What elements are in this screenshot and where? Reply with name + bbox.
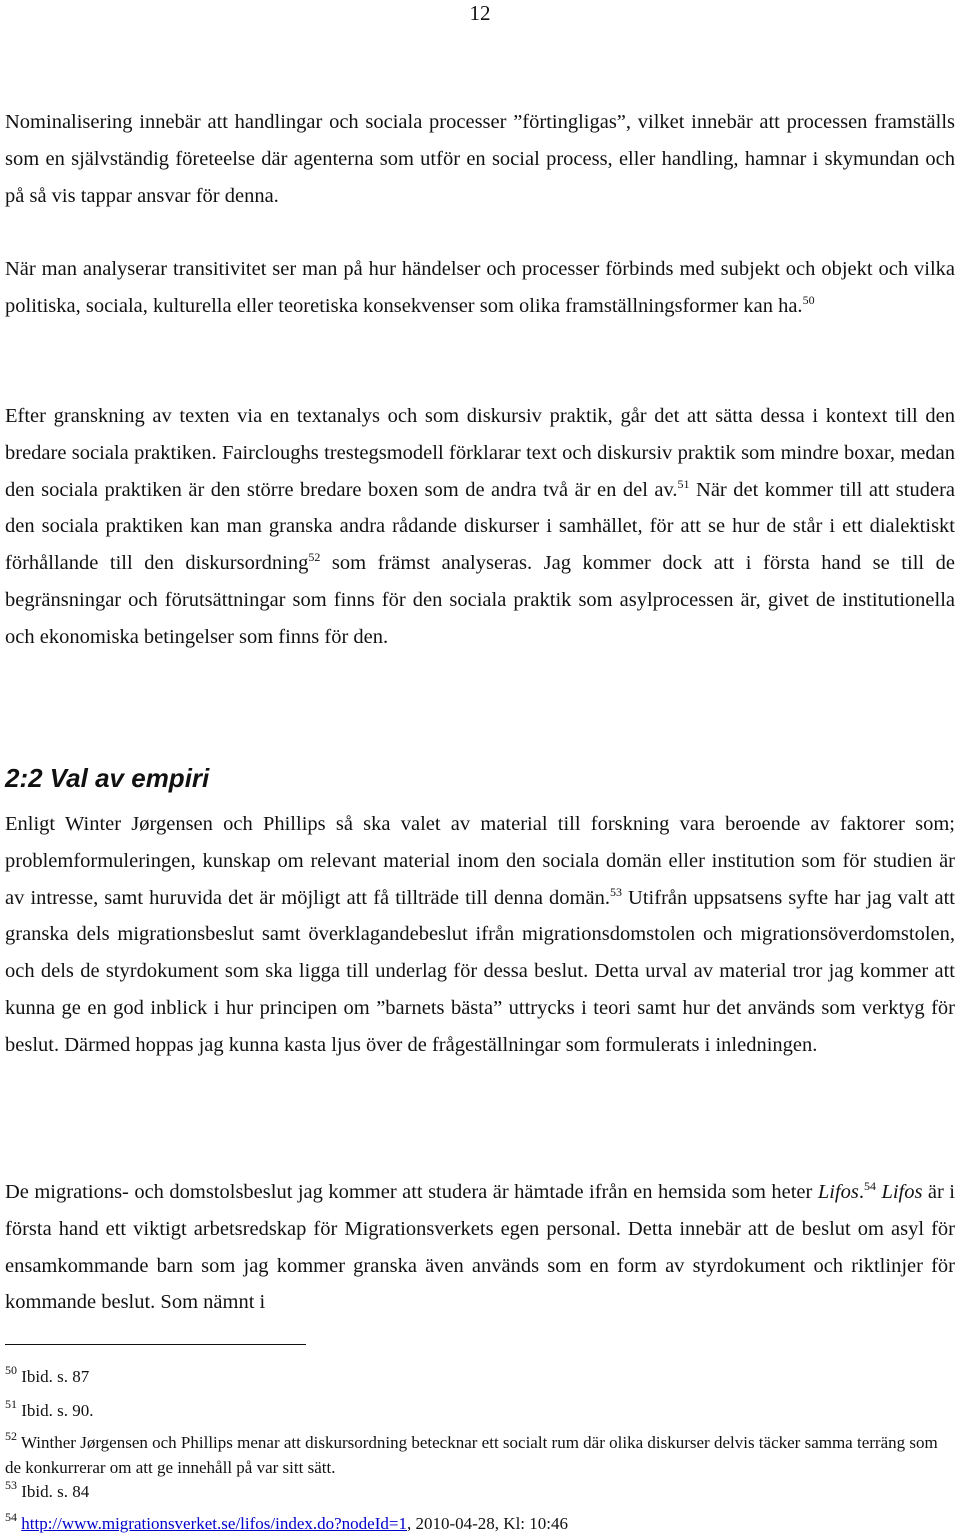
paragraph-text: Efter granskning av texten via en textanalys och som diskursiv praktik, går det att sätta dessa i kontext till den bredare sociala praktiken. Faircloughs trestegsmodell förklarar text och diskursiv praktik som mindre boxar, medan den sociala praktiken är den större bredare boxen som de andra två är en del av. xyxy=(5,405,955,501)
paragraph-text: Nominalisering innebär att handlingar och sociala processer ”förtingligas”, vilket innebär att processen framställs som en självständig företeelse där agenterna som utför en social process, eller handling, hamnar i skymundan och på så vis tappar ansvar för denna. xyxy=(5,111,955,207)
paragraph-text: Enligt Winter Jørgensen och Phillips så ska valet av material till forskning vara beroende av faktorer som; problemformuleringen, kunskap om relevant material inom den sociala domän eller institution som för studien är av intresse, samt huruvida det är möjligt att få tillträde till denna domän. xyxy=(5,813,955,909)
footnote-ref-51[interactable]: 51 xyxy=(677,476,690,491)
footnote-ref-53[interactable]: 53 xyxy=(609,884,622,899)
paragraph-text: När det kommer till att studera den sociala praktiken kan man granska andra rådande diskurser i samhället, för att se hur de står i ett dialektiskt förhållande till den diskursordning xyxy=(5,478,956,575)
section-heading: 2:2 Val av empiri xyxy=(5,763,210,793)
paragraph-transitivitet xyxy=(5,251,955,325)
footnote-text: Winther Jørgensen och Phillips menar att diskursordning betecknar ett socialt rum där olika diskurser delvis täcker samma terräng som de konkurrerar om att ge innehåll på var sitt sätt. xyxy=(5,1433,938,1477)
paragraph-text: De migrations- och domstolsbeslut jag kommer att studera är hämtade ifrån en hemsida som heter xyxy=(5,1181,818,1203)
paragraph-lifos xyxy=(5,1174,955,1321)
lifos-italic: Lifos xyxy=(881,1181,923,1203)
paragraph-val-av-empiri xyxy=(5,806,955,1064)
footnote-number: 50 xyxy=(5,1363,17,1377)
footnote-number: 53 xyxy=(5,1478,17,1492)
period: . xyxy=(858,1181,864,1203)
lifos-italic: Lifos xyxy=(817,1181,859,1203)
footnote-number: 54 xyxy=(5,1510,17,1524)
footnote-52 xyxy=(5,1430,955,1480)
paragraph-text: Utifrån uppsatsens syfte har jag valt att granska dels migrationsbeslut samt överklagandebeslut ifrån migrationsdomstolen och migrationsöverdomstolen, och dels de styrdokument som ska ligga till underlag för dessa beslut. Detta urval av material tror jag kommer att kunna ge en god inblick i hur principen om ”barnets bästa” uttrycks i teori samt hur det används som verktyg för beslut. Därmed hoppas jag kunna kasta ljus över de frågeställningar som formulerats i inledningen. xyxy=(5,886,956,1056)
paragraph-nominalisering xyxy=(5,104,955,214)
footnote-number: 52 xyxy=(5,1429,17,1443)
paragraph-text: som främst analyseras. Jag kommer dock att i första hand se till de begränsningar och förutsättningar som finns för den sociala praktik som asylprocessen är, givet de institutionella och ekonomiska betingelser som finns för den. xyxy=(5,552,955,648)
footnote-separator xyxy=(5,1344,306,1345)
footnote-ref-50[interactable]: 50 xyxy=(802,292,815,307)
footnote-text: Ibid. s. 90. xyxy=(17,1401,94,1420)
footnote-text: Ibid. s. 84 xyxy=(17,1482,90,1501)
footnote-53 xyxy=(5,1479,955,1504)
lifos-link[interactable]: http://www.migrationsverket.se/lifos/index.do?nodeId=1 xyxy=(21,1514,407,1533)
page-number: 12 xyxy=(469,1,491,25)
paragraph-text: När man analyserar transitivitet ser man på hur händelser och processer förbinds med subjekt och objekt och vilka politiska, sociala, kulturella eller teoretiska konsekvenser som olika framställningsformer kan ha. xyxy=(5,258,955,317)
footnote-text: , 2010-04-28, Kl: 10:46 xyxy=(406,1514,569,1533)
footnote-54 xyxy=(5,1511,955,1536)
footnote-ref-52[interactable]: 52 xyxy=(308,550,321,565)
paragraph-text: är i första hand ett viktigt arbetsredskap för Migrationsverkets egen personal. Detta innebär att de beslut om asyl för ensamkommande barn som jag kommer granska även används som en form av styrdokument och riktlinjer för kommande beslut. Som nämnt i xyxy=(5,1181,956,1314)
footnote-51 xyxy=(5,1398,955,1423)
footnote-number: 51 xyxy=(5,1397,17,1411)
footnote-ref-54[interactable]: 54 xyxy=(863,1179,876,1193)
footnote-text: Ibid. s. 87 xyxy=(17,1367,90,1386)
paragraph-social-praktik xyxy=(5,398,955,656)
footnote-50 xyxy=(5,1364,955,1389)
